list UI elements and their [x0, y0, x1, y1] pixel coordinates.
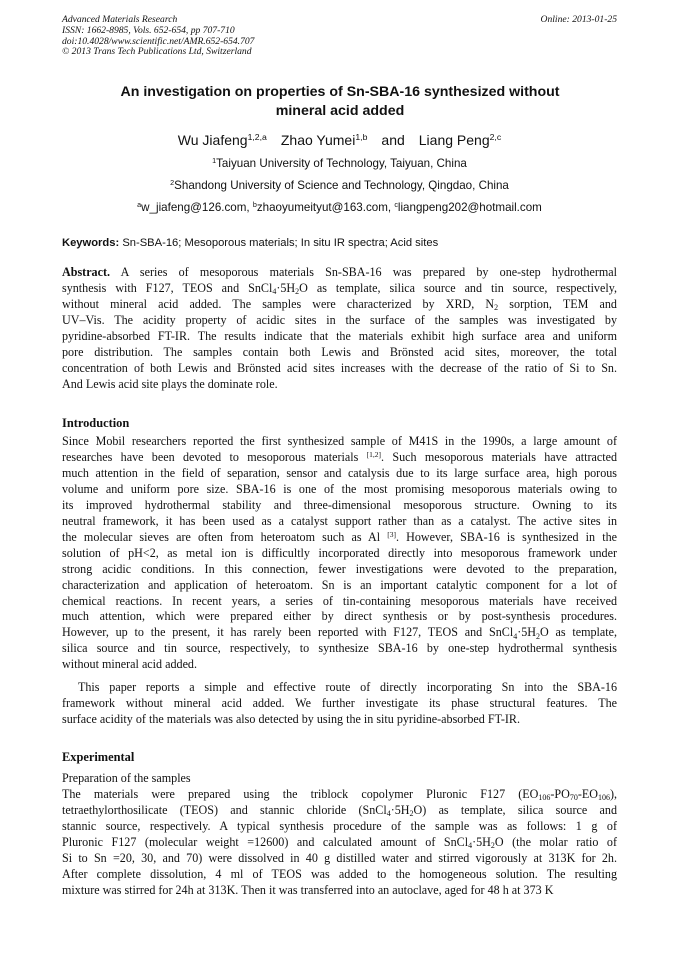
paper-title — [70, 83, 610, 120]
author-line — [62, 131, 617, 149]
text-line: However, up to the present, it has rarely been reported with F127, TEOS and $SnCl_4\cdot 5H_2O$ as template, — [62, 625, 618, 641]
text-line: Si to Sn =20, 30, and 70) were dissolved in 40 g distilled water and stirred vigorously at 313K for 2h. — [62, 850, 617, 865]
text-line: And Lewis acid site plays the dominate role. — [62, 376, 278, 391]
text-line: without mineral acid added. The samples were characterized by XRD, $N_2$ sorption, TEM and — [62, 296, 617, 313]
text-line: concentration of both Lewis and Brönsted acid sites increases with the decrease of the ratio of Si to Sn. — [62, 360, 617, 375]
text-line: This paper reports a simple and effective route of directly incorporating Sn into the SBA-16 — [78, 680, 617, 694]
author: Zhao Yumei$^{1,b}$ — [280, 132, 368, 148]
text-line: After complete dissolution, 4 ml of TEOS was added to the homogeneous solution. The resulting — [62, 866, 617, 881]
title-line: An investigation on properties of Sn-SBA-16 synthesized without — [120, 84, 560, 100]
text-line: researches have been devoted to mesoporous materials [1,2]. Such mesoporous materials have attracted — [62, 449, 617, 464]
online-date: Online: 2013-01-25 — [540, 14, 617, 25]
keywords — [62, 236, 617, 250]
text-line: volume and uniform pore size. SBA-16 is one of the most promising mesoporous materials owing to — [62, 481, 617, 496]
subsection-heading: Preparation of the samples — [62, 771, 191, 785]
text-line: synthesis with F127, TEOS and $SnCl_4\cdot 5H_2O$ as template, silica source and tin source, respectively, — [62, 280, 617, 297]
issn-line: ISSN: 1662-8985, Vols. 652-654, pp 707-710 — [62, 24, 235, 36]
and-word: and — [381, 132, 405, 148]
section-heading: Experimental — [62, 750, 135, 764]
text-line: strong acidic conditions. In this connection, fewer investigations were devoted to the preparation, — [62, 561, 617, 576]
text-line: surface acidity of the materials was also detected by using the in situ pyridine-absorbed FT-IR. — [62, 711, 520, 726]
author: Wu Jiafeng$^{1,2,a}$ — [177, 132, 267, 148]
section-heading: Introduction — [62, 416, 130, 430]
text-line: neutral framework, it has been used as a catalyst support rather than as a catalyst. The active sites in — [62, 513, 617, 528]
text-line: mixture was stirred for 24h at 313K. Then it was transferred into an autoclave, aged for 48 h at 373 K — [62, 882, 554, 897]
abstract-label: Abstract. — [62, 265, 111, 279]
text-line: stannic source, respectively. A typical synthesis procedure of the sample was as follows: 1 g of — [62, 818, 617, 833]
text-line: much attention in the field of separation, sensor and catalysis due to its large surface area, high porous — [62, 465, 617, 480]
text-line: tetraethylorthosilicate (TEOS) and stannic chloride $(SnCl_4\cdot 5H_2O)$ as template, silica source and — [62, 802, 617, 819]
affiliation: $^1$Taiyuan University of Technology, Taiyuan, China — [212, 156, 467, 170]
text-line: Since Mobil researchers reported the first synthesized sample of M41S in the 1990s, a large amount of — [62, 434, 617, 448]
experimental-paragraph — [62, 787, 617, 899]
text-line: UV–Vis. The acidity property of acidic sites in the surface of the samples was investigated by — [62, 312, 617, 327]
text-line: Pluronic F127 (molecular weight =12600) and calculated amount of $SnCl_4\cdot 5H_2O$ (the molar ratio of — [62, 834, 617, 851]
abstract — [62, 265, 617, 393]
text-line: its improved hydrothermal stability and three-dimensional mesoporous structure. Owning to its — [62, 497, 617, 512]
text-line: pyridine-absorbed FT-IR. The results indicate that the materials exhibit high surface area and uniform — [62, 328, 617, 343]
text-line: without mineral acid added. — [62, 657, 198, 672]
email-line: $^a$w_jiafeng@126.com, $^b$zhaoyumeityut@163.com, $^c$liangpeng202@hotmail.com — [137, 200, 542, 214]
text-line: characterization and application of heteroatom. Sn is an important catalytic component for a lot of — [62, 577, 617, 592]
doi-line: doi:10.4028/www.scientific.net/AMR.652-654.707 — [62, 35, 255, 47]
text-line: Abstract. A series of mesoporous materials Sn-SBA-16 was prepared by one-step hydrothermal — [62, 265, 618, 279]
text-line: pore distribution. The samples contain both Lewis and Brönsted acid sites, moreover, the total — [62, 344, 617, 359]
journal-name: Advanced Materials Research — [62, 14, 178, 25]
text-line: solution of pH<2, as metal ion is difficultly incorporated directly into mesoporous framework under — [62, 545, 617, 560]
title-line: mineral acid added — [275, 102, 405, 119]
keywords-label: Keywords: — [62, 237, 120, 249]
journal-header — [62, 15, 617, 58]
text-line: silica source and tin source, respectively, to synthesize SBA-16 by one-step hydrothermal synthesis — [62, 641, 617, 656]
author: Liang Peng$^{2,c}$ — [418, 132, 502, 148]
text-line: framework without mineral acid added. We further investigate its phase structural features. The — [62, 695, 617, 710]
affiliation: $^2$Shandong University of Science and Technology, Qingdao, China — [170, 178, 509, 192]
text-line: chemical reactions. In recent years, a series of tin-containing mesoporous materials have received — [62, 593, 617, 608]
intro-paragraph — [62, 680, 617, 728]
text-line: much attention, which were prepared either by direct synthesis or by post-synthesis procedures. — [62, 609, 617, 624]
copyright-line: © 2013 Trans Tech Publications Ltd, Switzerland — [62, 46, 252, 58]
keywords-text: Sn-SBA-16; Mesoporous materials; In situ IR spectra; Acid sites — [122, 237, 439, 249]
intro-paragraph — [62, 434, 617, 673]
text-line: The materials were prepared using the triblock copolymer Pluronic F127 $(EO_{106}-PO_{70}-EO_{106})$, — [62, 787, 617, 803]
text-line: the molecular sieves are often from heteroatom such as Al [3]. However, SBA-16 is synthesized in the — [62, 529, 617, 544]
